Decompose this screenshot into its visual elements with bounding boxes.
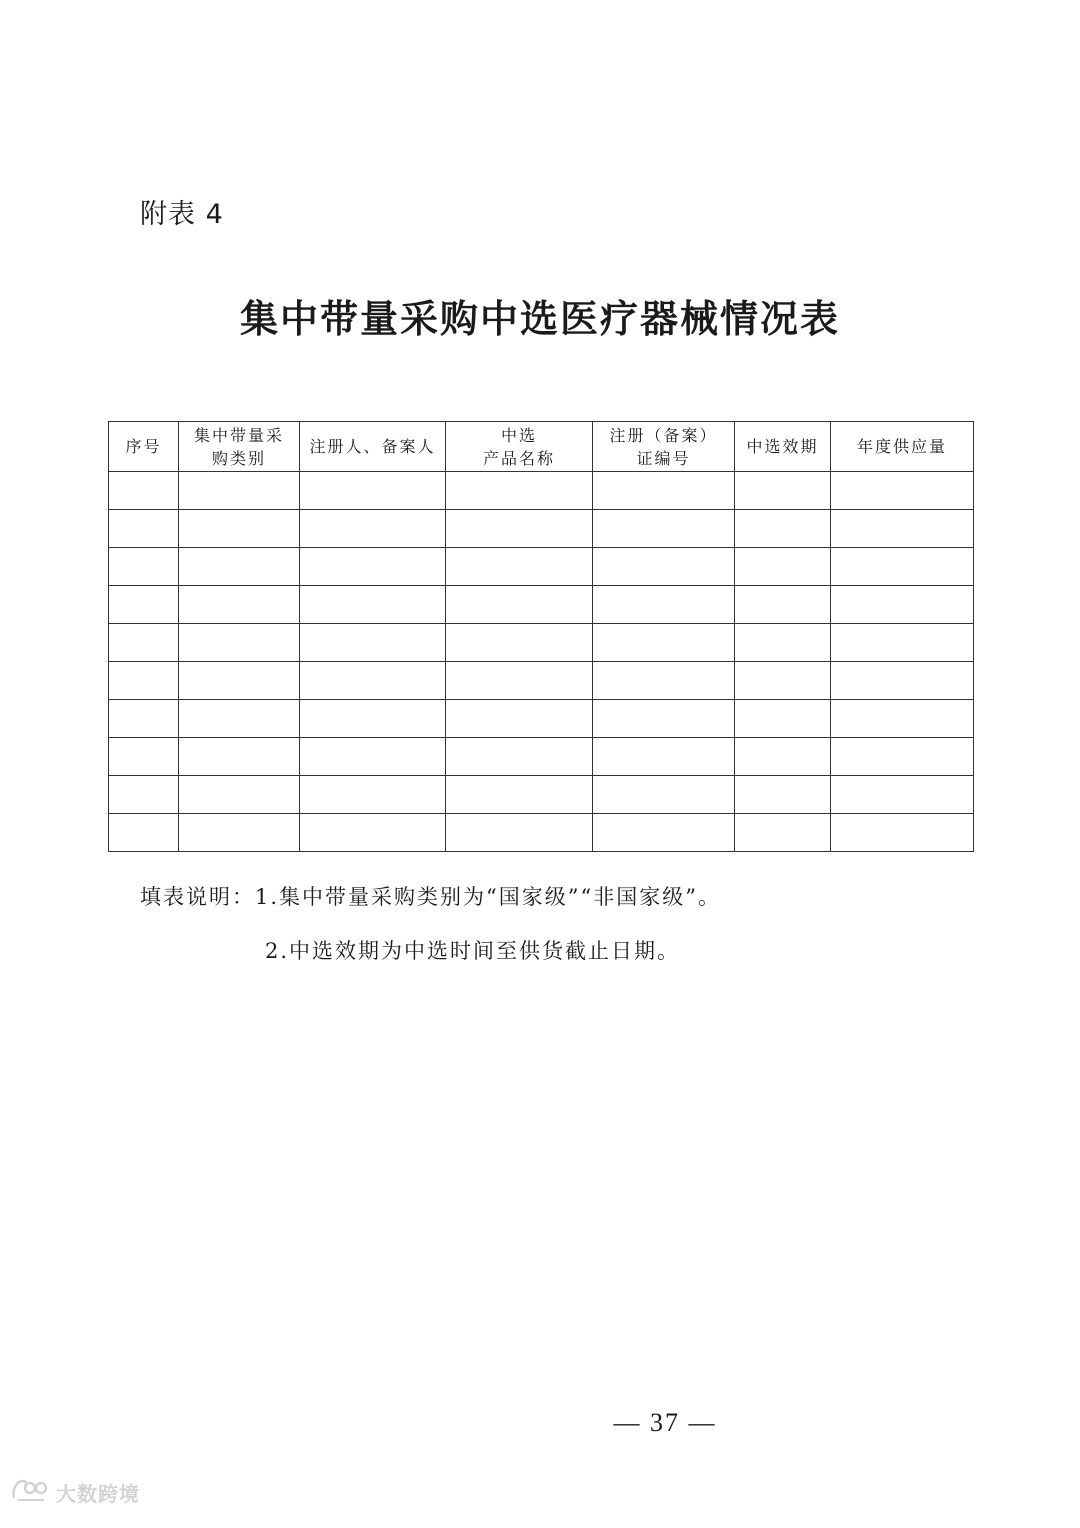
table-cell [179,586,300,624]
table-body [109,472,974,852]
table-cell [446,510,593,548]
table-cell [300,738,446,776]
table-cell [593,586,735,624]
note-line-1: 填表说明：1.集中带量采购类别为“国家级”“非国家级”。 [140,885,721,909]
table-cell [831,548,974,586]
table-cell [109,548,179,586]
table-cell [735,472,831,510]
logo-icon [10,1476,50,1508]
table-cell [831,472,974,510]
note-line-2: 2.中选效期为中选时间至供货截止日期。 [265,939,681,963]
table-cell [446,700,593,738]
table-cell [735,586,831,624]
table-row [109,738,974,776]
table-row [109,700,974,738]
fill-instructions [140,870,721,978]
table-cell [300,700,446,738]
table-cell [179,510,300,548]
table-cell [109,586,179,624]
column-header: 中选效期 [735,422,831,472]
procurement-table [108,421,974,852]
document-title: 集中带量采购中选医疗器械情况表 [239,297,840,341]
table-cell [300,586,446,624]
table-row [109,472,974,510]
table-cell [593,738,735,776]
table-cell [300,662,446,700]
table-cell [446,548,593,586]
attachment-label: 附表 4 [140,199,224,230]
table-cell [109,814,179,852]
table-cell [179,814,300,852]
table-cell [831,510,974,548]
table-cell [446,586,593,624]
table-cell [179,472,300,510]
table-cell [831,662,974,700]
table-cell [446,776,593,814]
table-cell [109,472,179,510]
table-cell [300,548,446,586]
table-cell [593,814,735,852]
table-cell [593,510,735,548]
table-cell [593,472,735,510]
table-cell [109,700,179,738]
table-cell [300,776,446,814]
table-cell [593,776,735,814]
table-row [109,624,974,662]
table-cell [179,624,300,662]
table-cell [831,814,974,852]
table-row [109,548,974,586]
table-cell [735,776,831,814]
table-header-row [109,422,974,472]
table-cell [446,624,593,662]
table-cell [109,510,179,548]
table-row [109,586,974,624]
watermark-text: 大数跨境 [56,1481,140,1506]
table-cell [735,510,831,548]
table-cell [446,472,593,510]
table-row [109,814,974,852]
table-cell [446,738,593,776]
table-row [109,776,974,814]
table-cell [179,738,300,776]
table-cell [735,662,831,700]
table-cell [300,510,446,548]
table-cell [109,662,179,700]
table-cell [446,814,593,852]
table-cell [179,662,300,700]
table-cell [300,814,446,852]
table-row [109,662,974,700]
table-cell [735,738,831,776]
table-cell [831,624,974,662]
table-cell [179,700,300,738]
table-cell [831,776,974,814]
table-cell [300,472,446,510]
column-header: 注册（备案） 证编号 [593,422,735,472]
column-header: 注册人、备案人 [300,422,446,472]
table-cell [735,700,831,738]
table-cell [593,548,735,586]
table-cell [831,738,974,776]
page-number: — 37 — [613,1408,717,1437]
table-cell [593,624,735,662]
watermark [10,1476,140,1508]
table-cell [735,548,831,586]
table-cell [179,776,300,814]
table-cell [593,662,735,700]
table-cell [831,586,974,624]
table-cell [593,700,735,738]
table-cell [735,814,831,852]
table-cell [179,548,300,586]
table-cell [109,776,179,814]
column-header: 集中带量采 购类别 [179,422,300,472]
table-cell [109,624,179,662]
table-row [109,510,974,548]
column-header: 序号 [109,422,179,472]
table-cell [831,700,974,738]
column-header: 中选 产品名称 [446,422,593,472]
column-header: 年度供应量 [831,422,974,472]
table-cell [735,624,831,662]
table-cell [446,662,593,700]
table-cell [300,624,446,662]
table-cell [109,738,179,776]
